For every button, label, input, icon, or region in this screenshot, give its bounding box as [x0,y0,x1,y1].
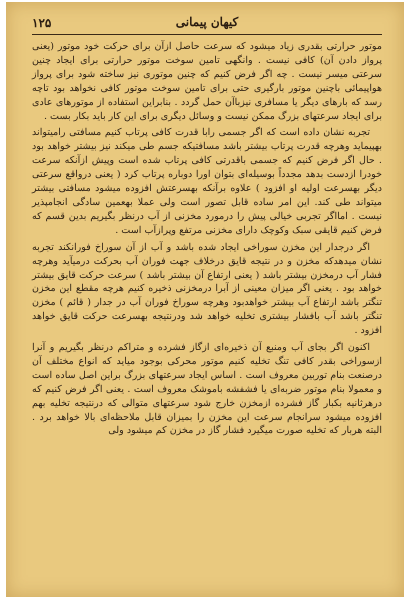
paragraph: موتور حرارتی بقدری زیاد میشود که سرعت حاصل ازآن برای حرکت خود موتور (یعنی پرواز دادن آن) کافی نیست . وانگهی تامین سوخت موتور حرارتی برای ایجاد چنین سرعتی میسر نیست . چه اگر فرض کنیم که چنین موتوری نیز ساخته شود برای پرواز هواپیمائی باچنین موتور بارگیری حتی برای تامین سوخت موتور کافی نخواهد بود تاچه رسد که بارهای دیگر یا مسافری نیزباآن حمل گردد . بنابراین استفاده از موتورهای عادی برای ایجاد سرعتهای بزرگ ممکن نیست و وسائل دیگری برای این کار باید بکار بست . [32,41,382,122]
book-page [6,2,404,597]
page-number: ۱۲۵ [32,16,52,30]
page-header [32,14,382,35]
paragraph: تجربه نشان داده است که اگر جسمی رابا قدرت کافی پرتاب کنیم مسافتی رامیتواند بهپیماید وهرچه قدرت پرتاب بیشتر باشد مسافتیکه جسم طی میکند نیز بیشتر خواهد بود . حال اگر فرض کنیم که جسمی باقدرتی کافی پرتاب شده است وپیش ازآنکه سرعت خودرا ازدست بدهد مجدداً بوسیله‌ای بتوان اورا دوباره پرتاب کرد ( یعنی درواقع سرعتی دیگر بهسرعت اولیه او افزود ) علاوه برآنکه بهسرعتش افزوده میشود مسافتی بیشتر میتواند طی کند. این امر ساده قابل تصور است ولی عملا بهعمین سادگی انجامپذیر نیست . امااگر تجربی خیالی پیش را درمورد مخزنی از آب درنظر بگیریم بدین قسم که فرض کنیم قایقی سبک وکوچک دارای مخزنی مرتفع وپرازآب است . [32,127,382,236]
running-title: کیهان پیمانی [175,15,239,29]
paragraph: اگر درجدار این مخزن سوراخی ایجاد شده باشد و آب از آن سوراخ فورانکند تجربه نشان میدهدکه مخزن و در نتیجه قایق درخلاف جهت فوران آب بحرکت درمیآید وهرچه فشار آب درمخزن بیشتر باشد ( یعنی ارتفاع آن بیشتر باشد ) سرعت حرکت قایق بیشتر خواهد بود . یعنی اگر میزان معینی از آبرا درمخزنی ذخیره کنیم هرچه مقطع این مخزن تنگتر باشد ارتفاع آب بیشتر خواهدبود وهرچه سوراخ فوران آب در جدار ( قائم ) مخزن تنگتر باشد آب بافشار بیشتری تخلیه خواهد شد ودرنتیجه بهسرعت حرکت قایق خواهد افزود . [32,241,382,337]
page-body [32,40,382,441]
paragraph: اکنون اگر بجای آب ومنبع آن ذخیره‌ای ازگاز فشرده و متراکم درنظر بگیریم و آنرا ازسوراخی بقدر کافی تنگ تخلیه کنیم موتور محرکی بوجود میاید که انواع مختلف آن درصنعت بنام توربین معروف است . اساس ایجاد سرعتهای بزرگ براین اصل ساده است و معمولا بنام موتور ضربه‌ای یا فشفشه باموشک معروف است . یعنی اگر فرض کنیم که درهرثانیه بکبار گاز فشرده ازمخزن خارج شود سرعتهای متوالی که درنتیجه تخلیه بهم افزوده میشود سرانجام سرعت این مخزن را بمیزان قابل ملاحظه‌ای بالا خواهد برد . البته هربار که تخلیه صورت میگیرد فشار گاز در مخزن کم میشود ولی [32,342,382,437]
